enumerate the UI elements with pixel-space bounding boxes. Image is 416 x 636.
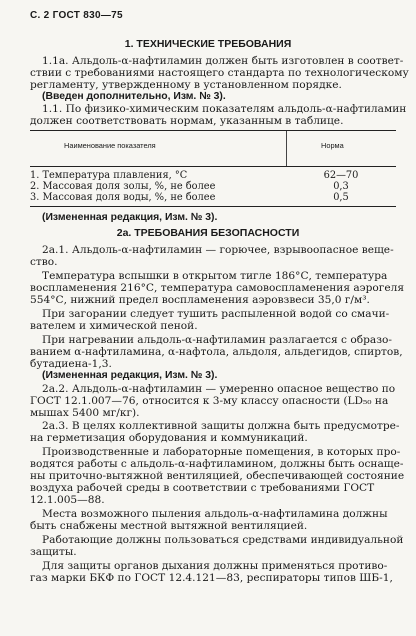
text-line: Места возможного пыления альдоль-α-нафтиламина должны xyxy=(42,508,388,520)
text-line: на герметизация оборудования и коммуникаций. xyxy=(30,432,308,444)
text-line: Работающие должны пользоваться средствами индивидуальной xyxy=(42,534,404,546)
text-line: 12.1.005—88. xyxy=(30,494,105,506)
text-line: воздуха рабочей среды в соответствии с требованиями ГОСТ xyxy=(30,482,375,494)
table-row-name: 2. Массовая доля золы, %, не более xyxy=(30,181,216,192)
table-row-value: 62—70 xyxy=(323,170,359,181)
amendment-note: (Введен дополнительно, Изм. № 3). xyxy=(42,91,226,102)
amendment-note: (Измененная редакция, Изм. № 3). xyxy=(42,370,218,381)
text-line: ванием α-нафтиламина, α-нафтола, альдоля, альдегидов, спиртов, xyxy=(30,346,403,358)
text-line: защиты. xyxy=(30,546,77,558)
text-line: бутадиена-1,3. xyxy=(30,358,112,370)
table-header-norm: Норма xyxy=(321,141,344,150)
text-line: вателем и химической пеной. xyxy=(30,320,198,332)
text-line: ГОСТ 12.1.007—76, относится к 3-му классу опасности (LD₅₀ на xyxy=(30,395,389,407)
text-line: 1.1. По физико-химическим показателям альдоль-α-нафтиламин xyxy=(42,103,407,115)
text-line: При загорании следует тушить распыленной водой со смачи- xyxy=(42,308,390,320)
text-line: 2а.2. Альдоль-α-нафтиламин — умеренно опасное вещество по xyxy=(42,383,396,395)
text-line: 1.1а. Альдоль-α-нафтиламин должен быть изготовлен в соответ- xyxy=(42,55,404,67)
text-line: газ марки БКФ по ГОСТ 12.4.121—83, респираторы типов ШБ-1, xyxy=(30,572,393,584)
text-line: Производственные и лабораторные помещения, в которых про- xyxy=(42,446,401,458)
text-line: ствии с требованиями настоящего стандарта по технологическому xyxy=(30,67,409,79)
table-row-value: 0,5 xyxy=(333,192,349,203)
text-line: водятся работы с альдоль-α-нафтиламином, должны быть оснаще- xyxy=(30,458,404,470)
table-row-value: 0,3 xyxy=(333,181,349,192)
text-line: быть снабжены местной вытяжной вентиляцией. xyxy=(30,520,308,532)
section-1-title: 1. ТЕХНИЧЕСКИЕ ТРЕБОВАНИЯ xyxy=(124,38,292,50)
text-line: должен соответствовать нормам, указанным в таблице. xyxy=(30,115,344,127)
amendment-note: (Измененная редакция, Изм. № 3). xyxy=(42,212,218,223)
section-2a-title: 2а. ТРЕБОВАНИЯ БЕЗОПАСНОСТИ xyxy=(116,227,300,239)
text-line: ны приточно-вытяжной вентиляцией, обеспечивающей состояние xyxy=(30,470,405,482)
text-line: 554°С, нижний предел воспламенения аэровзвеси 35,0 г/м³. xyxy=(30,294,370,306)
table-row-name: 1. Температура плавления, °С xyxy=(30,170,188,181)
page-header: С. 2 ГОСТ 830—75 xyxy=(30,10,123,21)
properties-table xyxy=(30,130,396,207)
text-line: 2а.3. В целях коллективной защиты должна быть предусмотре- xyxy=(42,420,400,432)
table-header-indicator: Наименование показателя xyxy=(64,141,156,150)
text-line: 2а.1. Альдоль-α-нафтиламин — горючее, взрывоопасное веще- xyxy=(42,244,394,256)
text-line: ство. xyxy=(30,256,58,268)
text-line: воспламенения 216°С, температура самовоспламенения аэрогеля xyxy=(30,282,405,294)
text-line: мышах 5400 мг/кг). xyxy=(30,407,140,419)
text-line: При нагревании альдоль-α-нафтиламин разлагается с образо- xyxy=(42,334,392,346)
table-row-name: 3. Массовая доля воды, %, не более xyxy=(30,192,216,203)
text-line: Температура вспышки в открытом тигле 186°С, температура xyxy=(42,270,388,282)
text-line: Для защиты органов дыхания должны применяться противо- xyxy=(42,560,388,572)
text-line: регламенту, утвержденному в установленном порядке. xyxy=(30,79,342,91)
